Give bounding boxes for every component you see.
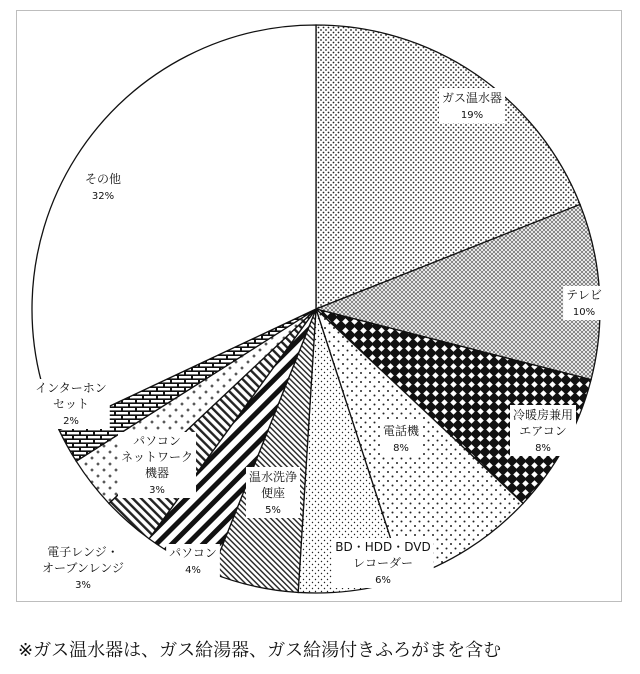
slice-label-value: 3%: [149, 485, 165, 496]
pie-chart: [17, 11, 623, 603]
slice-label-value: 2%: [63, 416, 79, 427]
slice-label-name: 冷暖房兼用: [512, 408, 574, 422]
slice-label-name: ネットワーク: [120, 450, 194, 464]
slice-label-value: 8%: [393, 443, 409, 454]
slice-label-value: 4%: [185, 565, 201, 576]
slice-label-value: 3%: [75, 580, 91, 591]
slice-label-name: エアコン: [519, 424, 567, 438]
slice-label-9: [32, 379, 110, 429]
slice-label-value: 8%: [535, 443, 551, 454]
slice-label-name: 電話機: [382, 424, 420, 438]
chart-frame: [16, 10, 622, 602]
slice-label-name: 便座: [260, 486, 286, 500]
slice-label-name: パソコン: [133, 434, 181, 448]
slice-label-8: [118, 432, 196, 498]
slice-label-2: [510, 405, 576, 456]
slice-label-name: レコーダー: [352, 556, 414, 570]
slice-label-value: 6%: [375, 575, 391, 586]
slice-label-name: オーブンレンジ: [41, 561, 125, 575]
slice-label-value: 19%: [460, 110, 484, 121]
slice-label-6: [166, 544, 220, 578]
footnote: ※ガス温水器は、ガス給湯器、ガス給湯付きふろがまを含む: [18, 640, 502, 661]
slice-label-0: [439, 88, 505, 123]
slice-label-name: ガス温水器: [441, 91, 503, 105]
slice-label-name: BD・HDD・DVD: [335, 540, 431, 554]
slice-label-name: セット: [52, 397, 90, 411]
slice-label-name: テレビ: [566, 288, 602, 302]
slice-label-5: [246, 467, 300, 518]
slice-label-name: その他: [84, 172, 122, 186]
slice-label-value: 5%: [265, 505, 281, 516]
slice-label-name: 温水洗浄: [248, 470, 298, 484]
slice-label-name: 機器: [144, 466, 170, 480]
slice-label-3: [380, 421, 423, 456]
slice-label-name: インターホン: [35, 381, 107, 395]
slice-label-name: パソコン: [169, 546, 217, 560]
slice-label-7: [39, 543, 127, 593]
slice-label-1: [563, 286, 605, 320]
slice-label-4: [332, 538, 433, 588]
slice-label-value: 32%: [91, 191, 115, 202]
slice-label-name: 電子レンジ・: [47, 545, 119, 559]
slice-label-value: 10%: [572, 307, 596, 318]
